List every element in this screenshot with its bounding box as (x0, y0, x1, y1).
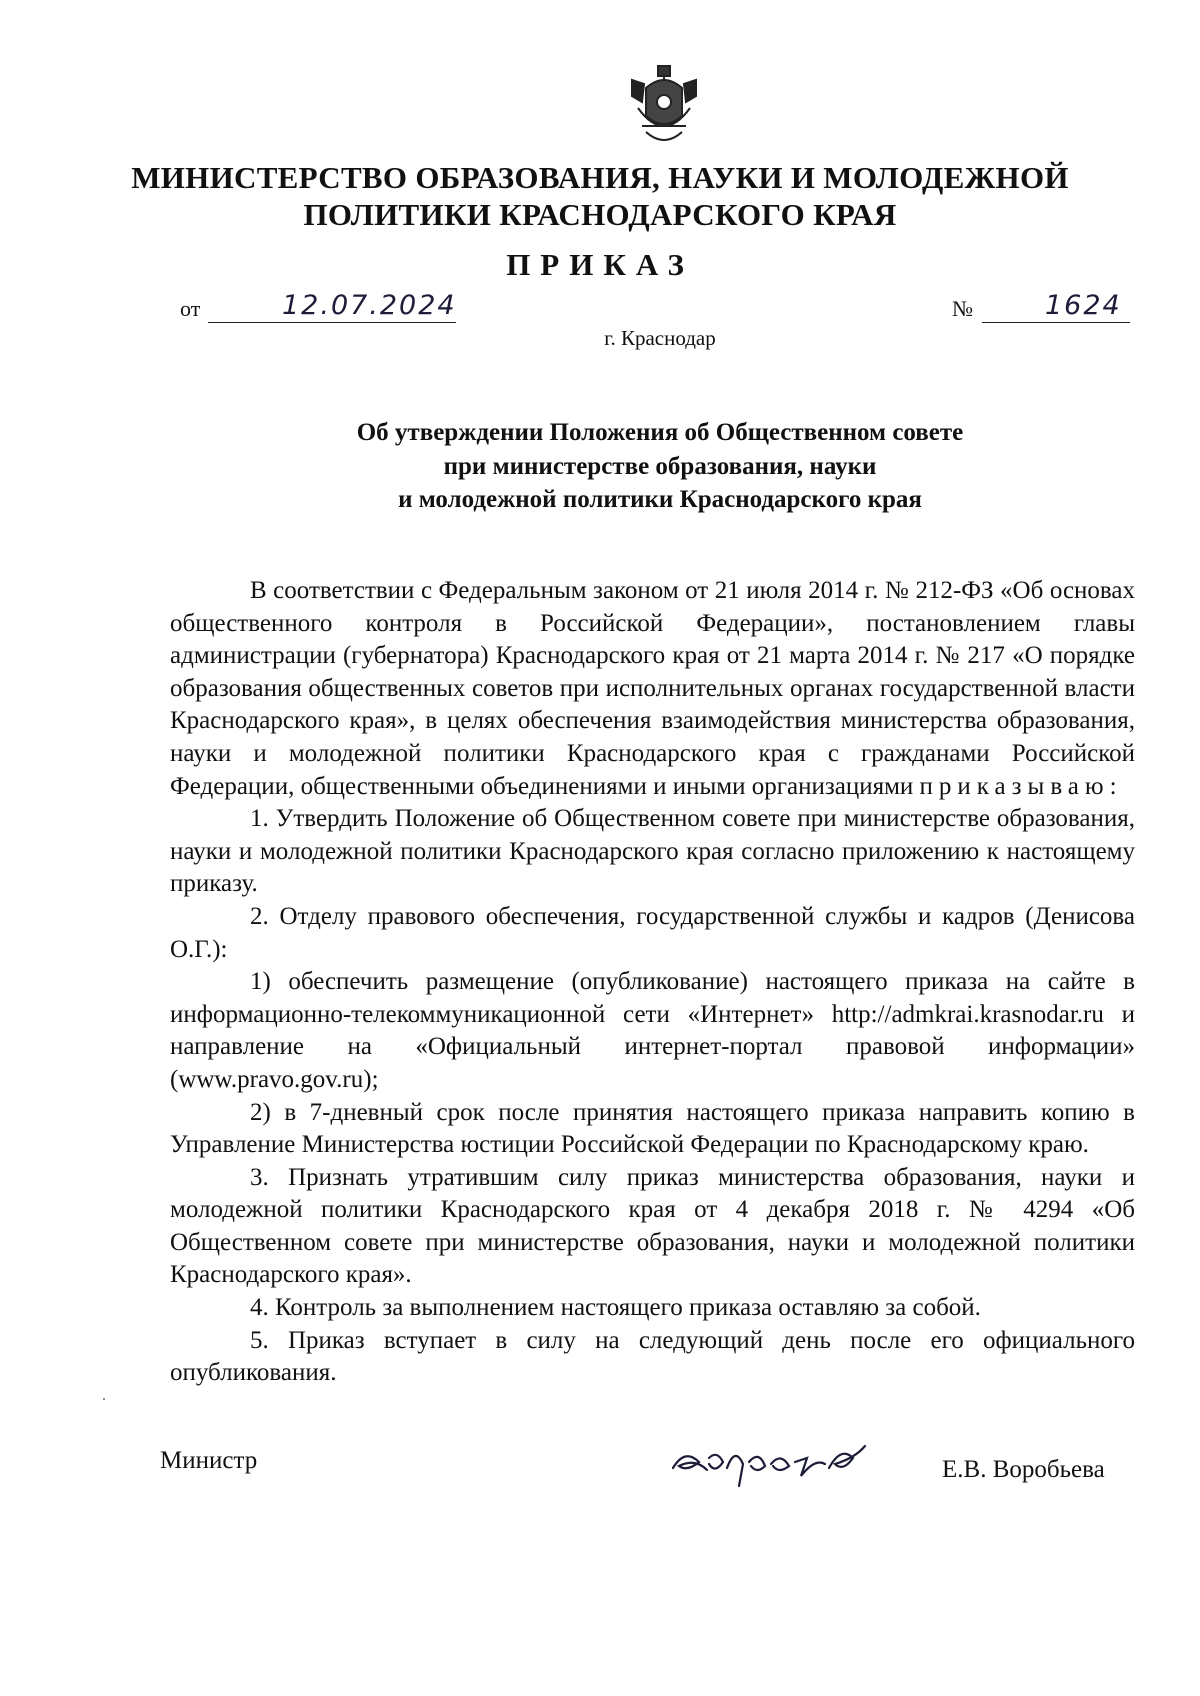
order-body (170, 575, 1135, 1390)
item-4: 4. Контроль за выполнением настоящего приказа оставляю за собой. (250, 1294, 981, 1322)
item-2-1: 1) обеспечить размещение (опубликование) настоящего приказа на сайте в информационно-телекоммуникационной сети «Интернет» http://admkrai.krasnodar.ru и направление на «Официальный интернет-портал правовой информации» (www.pravo.gov.ru); (170, 968, 1135, 1093)
item-5: 5. Приказ вступает в силу на следующий день после его официального опубликования. (170, 1326, 1135, 1387)
preamble-paragraph (170, 575, 1135, 803)
order-title-line1: Об утверждении Положения об Общественном совете (356, 419, 964, 446)
scan-artifact (103, 1398, 105, 1400)
number-label: № (952, 296, 973, 321)
signatory-name: Е.В. Воробьева (942, 1456, 1105, 1483)
ministry-name-line2: ПОЛИТИКИ КРАСНОДАРСКОГО КРАЯ (303, 197, 897, 232)
item-2-2: 2) в 7-дневный срок после принятия настоящего приказа направить копию в Управление Министерства юстиции Российской Федерации по Краснодарскому краю. (170, 1098, 1135, 1159)
order-title-line2: при министерстве образования, науки (443, 453, 877, 480)
order-verb: приказываю: (919, 772, 1123, 800)
order-title-line3: и молодежной политики Краснодарского края (398, 486, 922, 513)
date-underline (208, 322, 456, 323)
signatory-role: Министр (160, 1447, 258, 1474)
document-type: ПРИКАЗ (506, 247, 694, 282)
item-2: 2. Отделу правового обеспечения, государственной службы и кадров (Денисова О.Г.): (170, 902, 1135, 963)
city: г. Краснодар (604, 326, 716, 350)
handwritten-date: 12.07.2024 (282, 290, 457, 321)
preamble-text: В соответствии с Федеральным законом от 21 июля 2014 г. № 212-ФЗ «Об основах общественного контроля в Российской Федерации», постановлением главы администрации (губернатора) Краснодарского края от 21 марта 2014 г. № 217 «О порядке образования общественных советов при исполнительных органах государственной власти Краснодарского края», в целях обеспечения взаимодействия министерства образования, науки и молодежной политики Краснодарского края с гражданами Российской Федерации, общественными объединениями и иными организациями (170, 577, 1135, 800)
handwritten-signature (665, 1428, 895, 1498)
krasnodar-coat-of-arms-icon (624, 62, 704, 152)
item-1: 1. Утвердить Положение об Общественном совете при министерстве образования, науки и молодежной политики Краснодарского края согласно приложению к настоящему приказу. (170, 805, 1135, 898)
date-label: от (180, 296, 201, 321)
item-3: 3. Признать утратившим силу приказ министерства образования, науки и молодежной политики Краснодарского края от 4 декабря 2018 г. № 4294 «Об Общественном совете при министерстве образования, науки и молодежной политики Краснодарского края». (170, 1163, 1135, 1289)
handwritten-number: 1624 (1045, 290, 1122, 321)
ministry-name-line1: МИНИСТЕРСТВО ОБРАЗОВАНИЯ, НАУКИ И МОЛОДЕЖНОЙ (131, 160, 1069, 195)
number-underline (982, 322, 1130, 323)
